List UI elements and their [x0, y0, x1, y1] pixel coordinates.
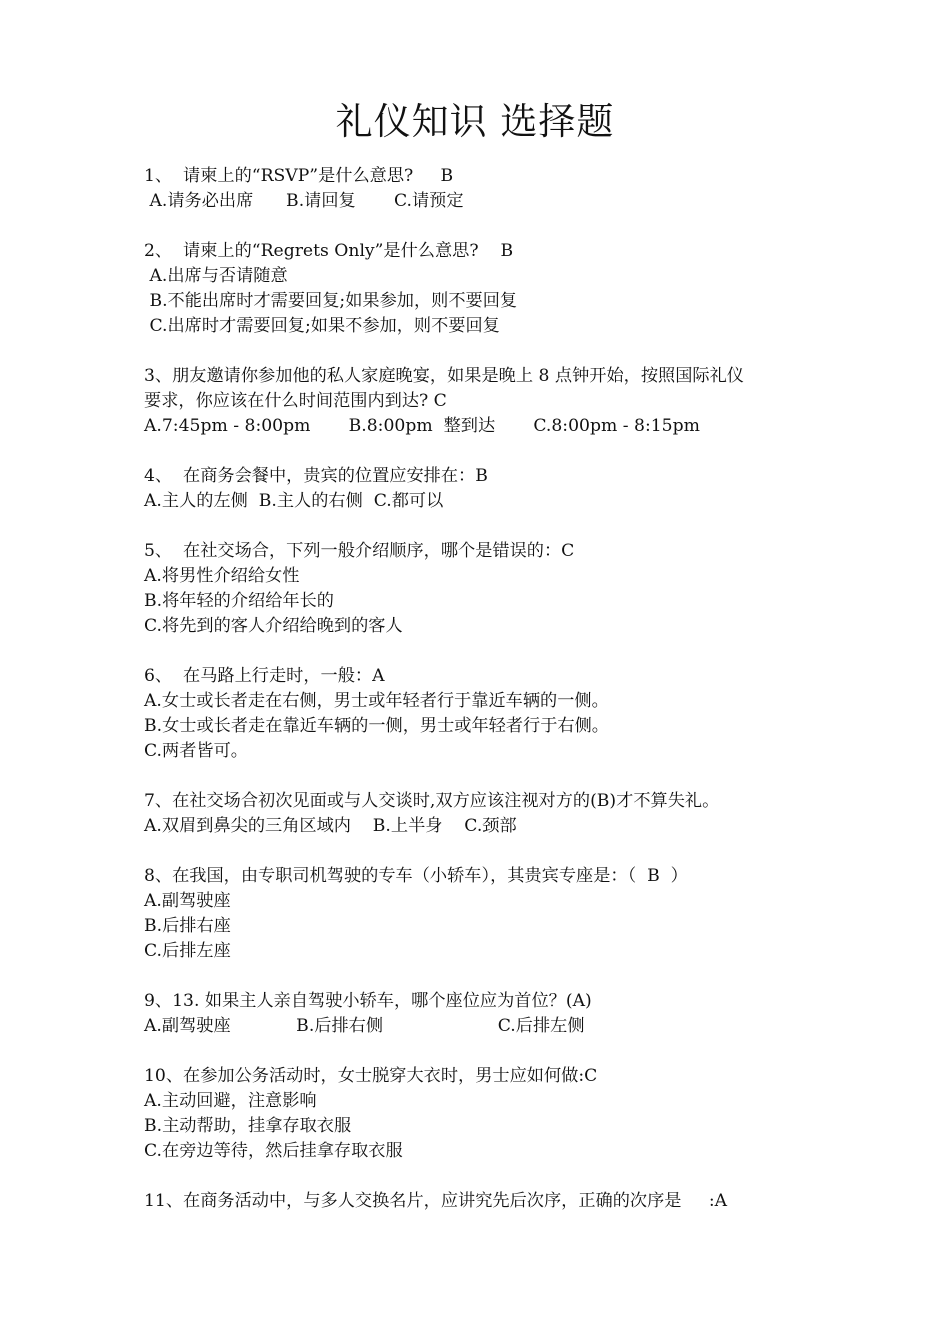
question-6-option-a: A.女士或长者走在右侧，男士或年轻者行于靠近车辆的一侧。 [144, 691, 609, 711]
question-6: 6、 在马路上行走时，一般：A [144, 666, 385, 686]
question-4-options: A.主人的左侧 B.主人的右侧 C.都可以 [144, 491, 444, 511]
question-2-option-c: C.出席时才需要回复;如果不参加，则不要回复 [144, 316, 500, 336]
question-4: 4、 在商务会餐中，贵宾的位置应安排在：B [144, 466, 488, 486]
question-5-option-a: A.将男性介绍给女性 [144, 566, 300, 586]
question-10-option-a: A.主动回避，注意影响 [144, 1091, 317, 1111]
question-7: 7、在社交场合初次见面或与人交谈时,双方应该注视对方的(B)才不算失礼。 [144, 791, 720, 811]
question-8-option-a: A.副驾驶座 [144, 891, 231, 911]
question-5-option-c: C.将先到的客人介绍给晚到的客人 [144, 616, 403, 636]
question-9-options: A.副驾驶座 B.后排右侧 C.后排左侧 [144, 1016, 585, 1036]
question-10-option-c: C.在旁边等待，然后挂拿存取衣服 [144, 1141, 403, 1161]
question-11: 11、在商务活动中，与多人交换名片，应讲究先后次序，正确的次序是 :A [144, 1191, 728, 1211]
question-3-options: A.7:45pm - 8:00pm B.8:00pm 整到达 C.8:00pm - 8:15pm [144, 416, 700, 436]
question-7-options: A.双眉到鼻尖的三角区域内 B.上半身 C.颈部 [144, 816, 517, 836]
question-8-option-c: C.后排左座 [144, 941, 231, 961]
question-1: 1、 请柬上的“RSVP”是什么意思? B [144, 166, 454, 186]
question-6-option-c: C.两者皆可。 [144, 741, 248, 761]
question-1-options: A.请务必出席 B.请回复 C.请预定 [144, 191, 464, 211]
question-8: 8、在我国，由专职司机驾驶的专车（小轿车），其贵宾专座是：（ B ） [144, 866, 688, 886]
question-3-continued: 要求，你应该在什么时间范围内到达? C [144, 391, 447, 411]
question-5: 5、 在社交场合，下列一般介绍顺序，哪个是错误的：C [144, 541, 575, 561]
question-8-option-b: B.后排右座 [144, 916, 231, 936]
question-2: 2、 请柬上的“Regrets Only”是什么意思? B [144, 241, 514, 261]
question-5-option-b: B.将年轻的介绍给年长的 [144, 591, 334, 611]
page-title: 礼仪知识 选择题 [335, 100, 615, 143]
question-2-option-b: B.不能出席时才需要回复;如果参加，则不要回复 [144, 291, 518, 311]
question-10: 10、在参加公务活动时，女士脱穿大衣时，男士应如何做:C [144, 1066, 598, 1086]
question-3: 3、朋友邀请你参加他的私人家庭晚宴，如果是晚上 8 点钟开始，按照国际礼仪 [144, 366, 744, 386]
question-10-option-b: B.主动帮助，挂拿存取衣服 [144, 1116, 352, 1136]
question-9: 9、13. 如果主人亲自驾驶小轿车，哪个座位应为首位？(A) [144, 991, 592, 1011]
question-2-option-a: A.出席与否请随意 [144, 266, 288, 286]
question-6-option-b: B.女士或长者走在靠近车辆的一侧，男士或年轻者行于右侧。 [144, 716, 609, 736]
